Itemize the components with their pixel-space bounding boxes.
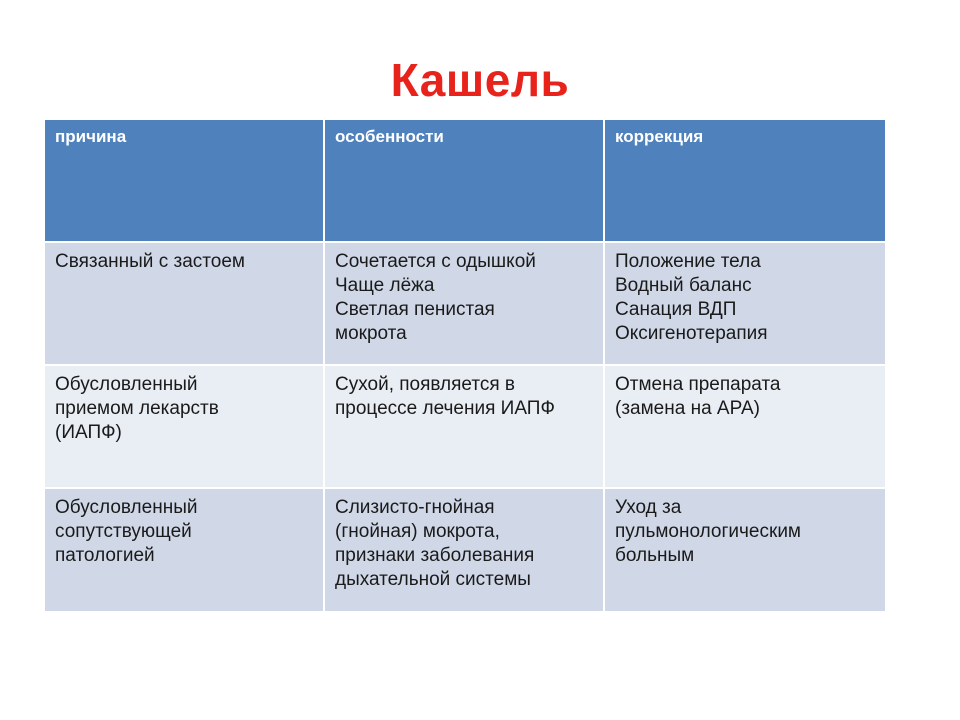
table-row <box>45 488 885 611</box>
cough-table <box>45 120 885 611</box>
cell-features: Сочетается с одышкой Чаще лёжа Светлая пенистая мокрота <box>324 242 604 365</box>
cell-features: Сухой, появляется в процессе лечения ИАПФ <box>324 365 604 488</box>
cell-cause: Обусловленный приемом лекарств (ИАПФ) <box>45 365 324 488</box>
header-correction: коррекция <box>604 120 885 242</box>
slide-title: Кашель <box>390 54 570 106</box>
cell-correction: Отмена препарата (замена на АРА) <box>604 365 885 488</box>
cell-correction: Уход за пульмонологическим больным <box>604 488 885 611</box>
table-row <box>45 242 885 365</box>
cell-features: Слизисто-гнойная (гнойная) мокрота, признаки заболевания дыхательной системы <box>324 488 604 611</box>
table-header-row <box>45 120 885 242</box>
cell-cause: Обусловленный сопутствующей патологией <box>45 488 324 611</box>
cell-cause: Связанный с застоем <box>45 242 324 365</box>
cell-correction: Положение тела Водный баланс Санация ВДП Оксигенотерапия <box>604 242 885 365</box>
table-row <box>45 365 885 488</box>
header-features: особенности <box>324 120 604 242</box>
header-cause: причина <box>45 120 324 242</box>
